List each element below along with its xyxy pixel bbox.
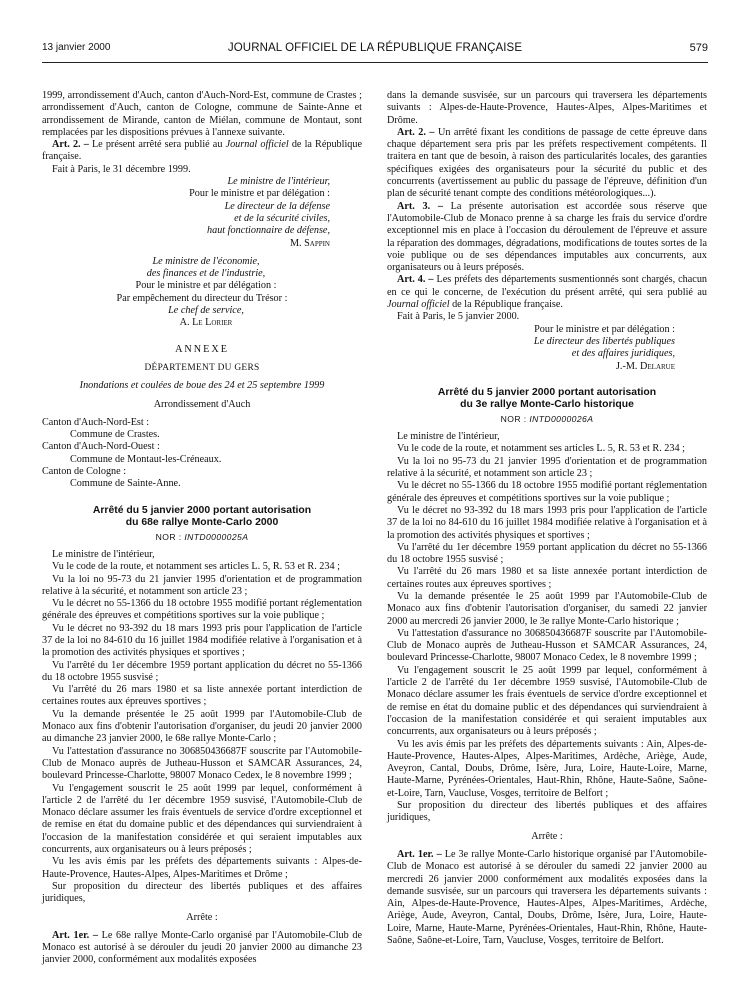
article-paragraph: Art. 1er. – Le 68e rallye Monte-Carlo organisé par l'Automobile-Club de Monaco est autorisé à se dérouler du jeudi 20 janvier 2000 au dimanche 23 janvier 2000, conformément aux modalités exposées <box>42 929 362 966</box>
decree-paragraph: Vu la loi no 95-73 du 21 janvier 1995 d'orientation et de programmation relative à la sécurité, et notamment son article 23 ; <box>42 573 362 597</box>
decree-paragraph: Vu les avis émis par les préfets des départements suivants : Alpes-de-Haute-Provence, Hautes-Alpes, Alpes-Maritimes et Drôme ; <box>42 856 362 880</box>
signature-title: Le directeur de la défense <box>224 200 330 212</box>
signature-name: A. Le Lorier <box>179 317 233 329</box>
signature-title: Le ministre de l'économie, <box>152 255 260 267</box>
decree-title: Arrêté du 5 janvier 2000 portant autorisation du 68e rallye Monte-Carlo 2000 <box>92 504 312 528</box>
journal-title: JOURNAL OFFICIEL DE LA RÉPUBLIQUE FRANÇAISE <box>227 42 523 54</box>
signature-title: Le chef de service, <box>168 305 244 317</box>
left-column <box>42 90 362 967</box>
text-paragraph: dans la demande susvisée, sur un parcours qui traversera les départements suivants : Alpes-de-Haute-Provence, Hautes-Alpes, Alpes-Maritimes et Drôme. <box>387 90 707 126</box>
page-number: 579 <box>689 42 708 54</box>
decree-paragraph: Vu le code de la route, et notamment ses articles L. 5, R. 53 et R. 234 ; <box>52 561 340 573</box>
decree-paragraph: Sur proposition du directeur des libertés publiques et des affaires juridiques, <box>387 800 707 824</box>
department-heading: DÉPARTEMENT DU GERS <box>144 362 260 373</box>
canton-label: Canton de Cologne : <box>42 466 127 478</box>
article-paragraph: Art. 2. – Le présent arrêté sera publié au Journal officiel de la République française. <box>42 139 363 163</box>
decree-title: Arrêté du 5 janvier 2000 portant autorisation du 3e rallye Monte-Carlo historique <box>437 386 657 410</box>
decree-paragraph: Vu l'arrêté du 1er décembre 1959 portant application du décret no 55-1366 du 18 octobre 1955 susvisé ; <box>42 659 362 683</box>
decree-paragraph: Vu l'arrêté du 26 mars 1980 et sa liste annexée portant interdiction de certaines routes aux épreuves sportives ; <box>42 684 362 708</box>
decree-paragraph: Vu la loi no 95-73 du 21 janvier 1995 d'orientation et de programmation relative à la sécurité, et notamment son article 23 ; <box>387 455 707 480</box>
signature-name: M. Sappin <box>289 237 330 249</box>
event-heading: Inondations et coulées de boue des 24 et 25 septembre 1999 <box>79 380 325 392</box>
decree-paragraph: Vu le décret no 93-392 du 18 mars 1993 pris pour l'application de l'article 37 de la loi no 84-610 du 16 juillet 1984 modifiée relative à l'organisation et à la promotion des activités physiques et sportives ; <box>42 622 362 659</box>
arrondissement-heading: Arrondissement d'Auch <box>153 398 251 410</box>
signature-title: haut fonctionnaire de défense, <box>207 225 330 237</box>
arrete-heading: Arrête : <box>186 911 218 923</box>
decree-paragraph: Vu l'arrêté du 1er décembre 1959 portant application du décret no 55-1366 du 18 octobre 1955 susvisé ; <box>387 541 707 566</box>
decree-paragraph: Vu l'attestation d'assurance no 306850436687F souscrite par l'Automobile-Club de Monaco auprès de Jutheau-Husson et SAMCAR Assurances, 24, boulevard Princesse-Charlotte, 98007 Monaco Cedex, le 8 novembre 1999 ; <box>387 627 707 664</box>
commune-name: Commune de Crastes. <box>70 429 160 441</box>
decree-paragraph: Vu l'engagement souscrit le 25 août 1999 par lequel, conformément à l'article 2 de l'arrêté du 1er décembre 1959 susvisé, l'Automobile-Club de Monaco déclare assumer les frais éventuels de service d'ordre exceptionnel et de remise en état du domaine public et des dépendances qui surviendraient à l'occasion de la manifestation considérée et qui seraient imputables aux concurrents, aux organisateurs ou à leurs préposés ; <box>42 782 362 856</box>
article-paragraph: Art. 4. – Les préfets des départements susmentionnés sont chargés, chacun en ce qui le concerne, de l'exécution du présent arrêté, qui sera publié au Journal officiel de la République française. <box>387 274 708 311</box>
annexe-heading: ANNEXE <box>175 343 229 355</box>
signature-line: Pour le ministre et par délégation : <box>189 188 330 200</box>
decree-paragraph: Vu le décret no 55-1366 du 18 octobre 1955 modifié portant réglementation générale des épreuves et compétitions sportives sur la voie publique ; <box>387 480 707 504</box>
signature-title: et des affaires juridiques, <box>571 348 675 360</box>
header-date: 13 janvier 2000 <box>42 42 111 53</box>
signature-title: des finances et de l'industrie, <box>146 268 266 280</box>
article-paragraph: Art. 1er. – Le 3e rallye Monte-Carlo historique organisé par l'Automobile-Club de Monaco est autorisé à se dérouler du samedi 22 janvier 2000 au mercredi 26 janvier 2000 conformément aux modalités exposées dans la demande susvisée, sur un parcours qui traversera les départements suivants : Ain, Alpes-de-Haute-Provence, Hautes-Alpes, Alpes-Maritimes, Ardèche, Ariège, Aude, Aveyron, Cantal, Doubs, Drôme, Isère, Jura, Loire, Haute-Loire, Marne, Haute-Marne, Pyrénées-Orientales, Haut-Rhin, Rhône, Haute-Saône, Saône-et-Loire, Tarn, Vaucluse, Vosges, territoire de Belfort. <box>387 848 707 946</box>
commune-name: Commune de Sainte-Anne. <box>70 478 181 490</box>
canton-label: Canton d'Auch-Nord-Ouest : <box>42 441 160 453</box>
signature-line: Pour le ministre et par délégation : <box>534 323 675 335</box>
signature-title: et de la sécurité civiles, <box>234 212 330 224</box>
nor-reference: NOR : INTD0000026A <box>500 413 594 424</box>
arrete-heading: Arrête : <box>531 830 563 842</box>
decree-paragraph: Vu l'engagement souscrit le 25 août 1999 par lequel, conformément à l'article 2 de l'arrêté du 1er décembre 1959 susvisé, l'Automobile-Club de Monaco déclare assumer les frais éventuels de service d'ordre exceptionnel et de remise en état du domaine public et des dépendances qui surviendraient à l'occasion de la manifestation considérée et qui seraient imputables aux concurrents, aux organisateurs ou à leurs préposés ; <box>387 664 707 738</box>
signature-line: Pour le ministre et par délégation : <box>135 280 277 292</box>
signature-title: Le ministre de l'intérieur, <box>227 176 330 188</box>
text-paragraph: 1999, arrondissement d'Auch, canton d'Auch-Nord-Est, commune de Crastes ; arrondissement d'Auch, canton de Cologne, commune de Sainte-Anne et arrondissement de Mirande, canton de Miélan, commune de Montaut, sont remplacées par les dispositions prévues à l'annexe suivante. <box>42 90 362 138</box>
commune-name: Commune de Montaut-les-Créneaux. <box>70 453 222 465</box>
page-header <box>42 42 708 63</box>
decree-paragraph: Vu la demande présentée le 25 août 1999 par l'Automobile-Club de Monaco aux fins d'obtenir l'autorisation d'organiser, du samedi 22 janvier 2000 au mercredi 26 janvier 2000, le 3e rallye Monte-Carlo historique ; <box>387 590 707 627</box>
decree-paragraph: Le ministre de l'intérieur, <box>52 548 155 560</box>
decree-paragraph: Vu les avis émis par les préfets des départements suivants : Ain, Alpes-de-Haute-Provence, Hautes-Alpes, Alpes-Maritimes, Ardèche, Ariège, Aude, Aveyron, Cantal, Doubs, Drôme, Isère, Jura, Loire, Haute-Loire, Marne, Haute-Marne, Pyrénées-Orientales, Haut-Rhin, Rhône, Haute-Saône, Saône-et-Loire, Tarn, Vaucluse, Vosges, territoire de Belfort ; <box>387 738 707 799</box>
decree-paragraph: Sur proposition du directeur des libertés publiques et des affaires juridiques, <box>42 880 362 905</box>
canton-label: Canton d'Auch-Nord-Est : <box>42 416 150 428</box>
decree-paragraph: Vu l'arrêté du 26 mars 1980 et sa liste annexée portant interdiction de certaines routes aux épreuves sportives ; <box>387 566 707 590</box>
signature-line: Par empêchement du directeur du Trésor : <box>116 292 288 304</box>
article-paragraph: Art. 3. – La présente autorisation est accordée sous réserve que l'Automobile-Club de Monaco prenne à sa charge les frais du service d'ordre exceptionnel mis en place à l'occasion du déroulement de l'épreuve et assure la réparation des dommages, dégradations, modifications de toutes sortes de la voie publique ou de ses dépendances imputables aux concurrents, aux organisateurs ou à leurs préposés. <box>387 200 707 274</box>
fait-a-paris: Fait à Paris, le 31 décembre 1999. <box>52 163 191 175</box>
article-paragraph: Art. 2. – Un arrêté fixant les conditions de passage de cette épreuve dans chaque département sera pris par les préfets respectivement compétents. Il traitera en tant que de besoin, à raison des particularités locales, des garanties spécifiques exigées des organisateurs pour la sécurité du public et des concurrents (avertissement au public du passage de l'épreuve, définition d'un plan de sécurité tenant compte des conditions météorologiques...). <box>387 126 707 200</box>
decree-paragraph: Vu l'attestation d'assurance no 306850436687F souscrite par l'Automobile-Club de Monaco auprès de Jutheau-Husson et SAMCAR Assurances, 24, boulevard Princesse-Charlotte, 98007 Monaco Cedex, le 8 novembre 1999 ; <box>42 745 362 782</box>
signature-title: Le directeur des libertés publiques <box>533 335 675 347</box>
signature-name: J.-M. Delarue <box>615 360 675 372</box>
decree-paragraph: Vu le décret no 93-392 du 18 mars 1993 pris pour l'application de l'article 37 de la loi no 84-610 du 16 juillet 1984 modifiée relative à l'organisation et à la promotion des activités physiques et sportives ; <box>387 504 707 541</box>
decree-paragraph: Vu le code de la route, et notamment ses articles L. 5, R. 53 et R. 234 ; <box>397 443 685 455</box>
decree-paragraph: Vu la demande présentée le 25 août 1999 par l'Automobile-Club de Monaco aux fins d'obtenir l'autorisation d'organiser, du jeudi 20 janvier 2000 au dimanche 23 janvier 2000, le 68e rallye Monte-Carlo ; <box>42 708 362 745</box>
fait-a-paris: Fait à Paris, le 5 janvier 2000. <box>397 311 520 323</box>
right-column <box>387 90 707 947</box>
nor-reference: NOR : INTD0000025A <box>155 531 249 542</box>
decree-paragraph: Le ministre de l'intérieur, <box>397 431 500 443</box>
decree-paragraph: Vu le décret no 55-1366 du 18 octobre 1955 modifié portant réglementation générale des épreuves et compétitions sportives sur la voie publique ; <box>42 598 362 622</box>
